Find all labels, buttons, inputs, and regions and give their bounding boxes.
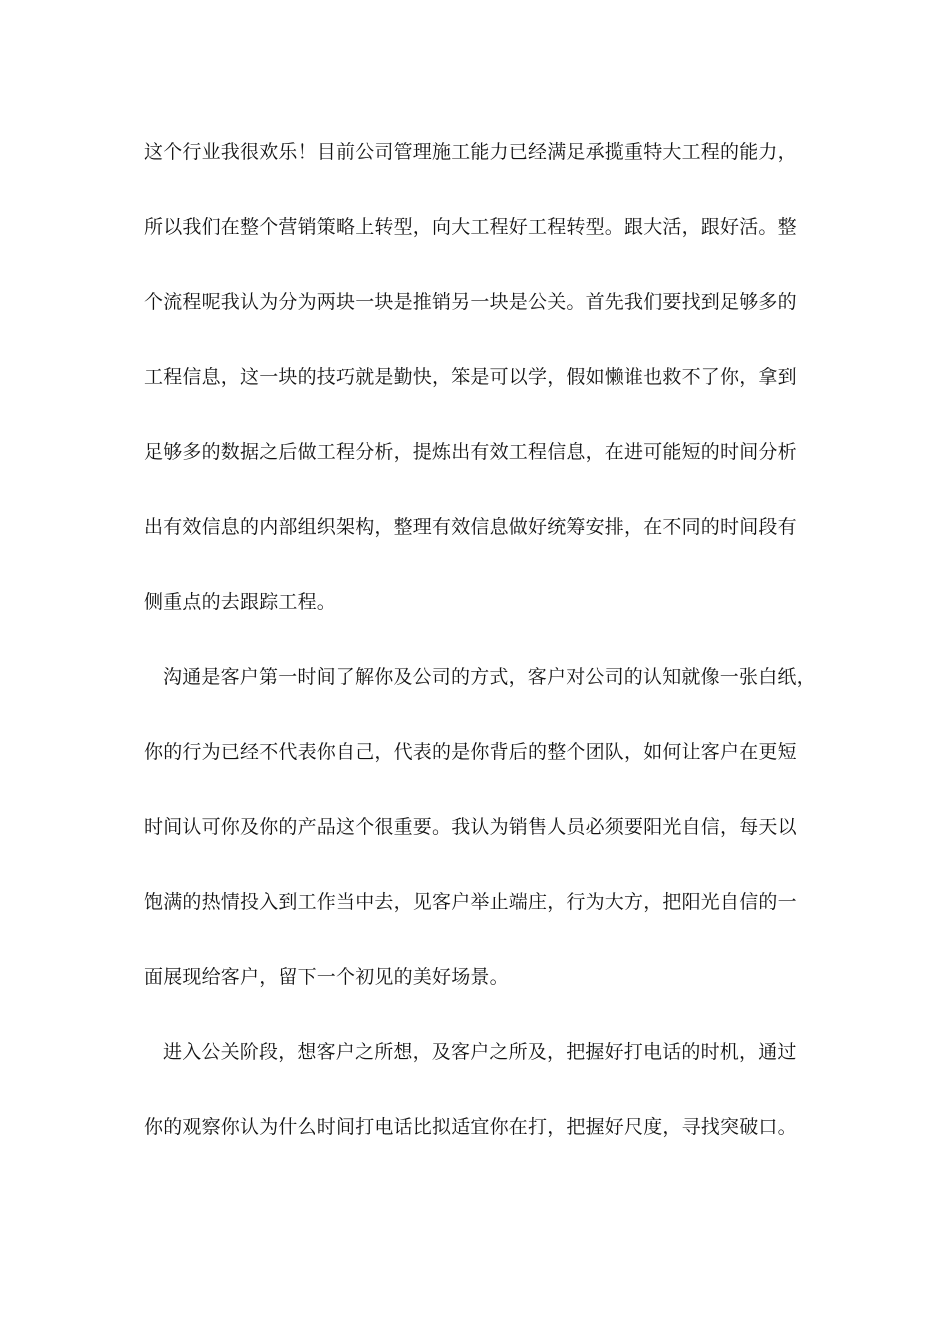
text-line: 你的行为已经不代表你自己，代表的是你背后的整个团队，如何让客户在更短: [144, 741, 797, 763]
text-line: 侧重点的去跟踪工程。: [144, 591, 337, 613]
text-line: 所以我们在整个营销策略上转型，向大工程好工程转型。跟大活，跟好活。整: [144, 216, 797, 238]
body-text: [144, 130, 814, 1180]
text-line: 时间认可你及你的产品这个很重要。我认为销售人员必须要阳光自信，每天以: [144, 816, 797, 838]
text-line: 个流程呢我认为分为两块一块是推销另一块是公关。首先我们要找到足够多的: [144, 291, 797, 313]
text-line: 你的观察你认为什么时间打电话比拟适宜你在打，把握好尺度，寻找突破口。: [144, 1116, 797, 1138]
text-line: 工程信息，这一块的技巧就是勤快，笨是可以学，假如懒谁也救不了你，拿到: [144, 366, 797, 388]
text-line: 出有效信息的内部组织架构，整理有效信息做好统筹安排，在不同的时间段有: [144, 516, 797, 538]
text-line: 这个行业我很欢乐！目前公司管理施工能力已经满足承揽重特大工程的能力，: [144, 141, 797, 163]
text-line: 足够多的数据之后做工程分析，提炼出有效工程信息，在进可能短的时间分析: [144, 441, 797, 463]
text-line: 面展现给客户，留下一个初见的美好场景。: [144, 966, 509, 988]
paragraph-start-line: 沟通是客户第一时间了解你及公司的方式，客户对公司的认知就像一张白纸，: [163, 666, 816, 688]
paragraph-start-line: 进入公关阶段，想客户之所想，及客户之所及，把握好打电话的时机，通过: [163, 1041, 797, 1063]
text-line: 饱满的热情投入到工作当中去，见客户举止端庄，行为大方，把阳光自信的一: [144, 891, 797, 913]
